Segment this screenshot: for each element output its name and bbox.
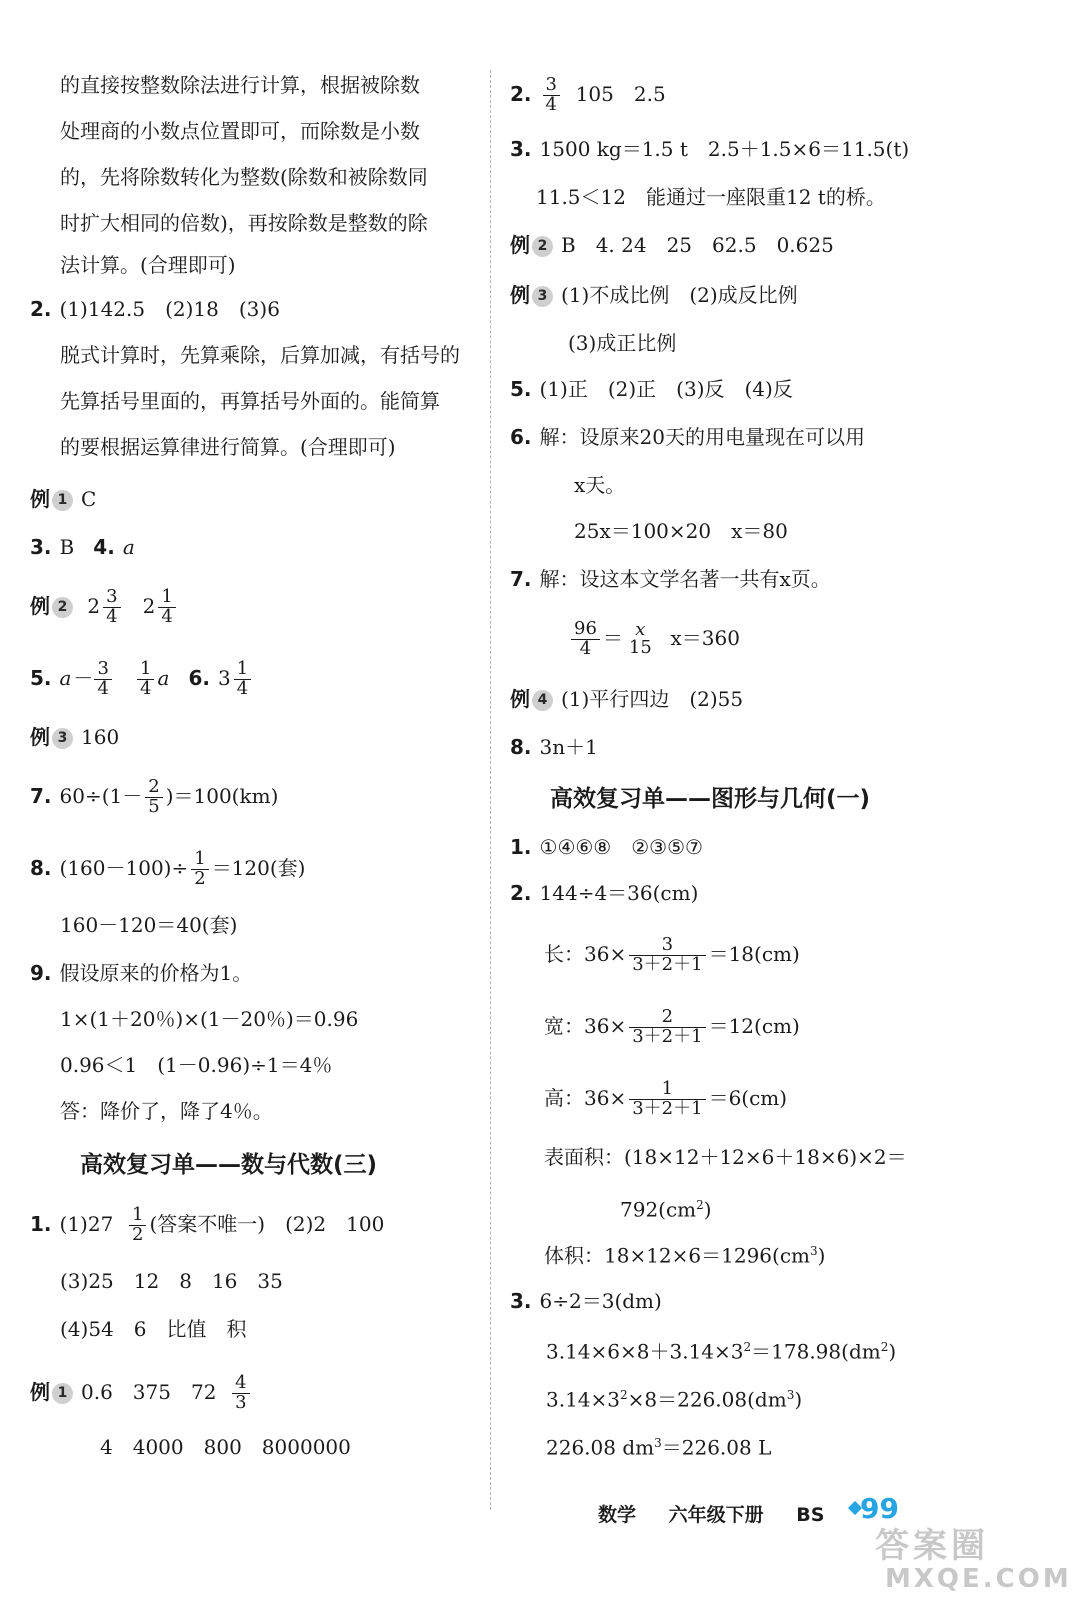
example-number-badge: 1 xyxy=(52,490,73,511)
question-number: 3. xyxy=(30,535,52,559)
left-column xyxy=(30,0,475,1600)
fraction: $\frac{4}{3}$ xyxy=(232,1374,249,1413)
example-label: 例 xyxy=(30,1379,50,1404)
edition-label: BS xyxy=(796,1504,825,1526)
fraction: $\frac{3}{4}$ xyxy=(103,588,120,627)
answer-text: 解：设这本文学名著一共有x页。 xyxy=(539,567,831,591)
question-number: 5. xyxy=(510,377,532,401)
example-3 xyxy=(30,722,119,752)
fraction: $\frac{1}{4}$ xyxy=(137,660,154,699)
text-line: (3)成正比例 xyxy=(568,331,677,355)
right-column xyxy=(510,0,1010,1600)
answer-8 xyxy=(510,732,598,762)
answer-text: (答案不唯一) (2)2 100 xyxy=(149,1211,385,1236)
question-number: 3. xyxy=(510,1289,532,1313)
expression-part: ＝120(套) xyxy=(211,855,306,880)
question-number: 6. xyxy=(510,425,532,449)
example-label: 例 xyxy=(30,593,50,618)
question-number: 1. xyxy=(510,835,532,859)
expression-part: 60÷(1－ xyxy=(59,783,143,808)
text-line: 答：降价了，降了4％。 xyxy=(60,1099,273,1123)
answer-9 xyxy=(30,958,252,988)
answer-5 xyxy=(510,374,793,404)
fraction: $\frac{1}{2}$ xyxy=(129,1206,146,1245)
whole-part: 2 xyxy=(142,593,156,618)
equation-line: $\frac{96}{4}$ ＝ x 15 x＝360 xyxy=(568,620,740,659)
surface-area-result: $792(cm^2)$ xyxy=(620,1197,712,1222)
calc-line: $3.14\times 6\times 8+3.14\times 3^2=178.98(dm^2)$ xyxy=(546,1339,897,1364)
example-number-badge: 3 xyxy=(52,728,73,749)
answer-7 xyxy=(510,564,831,594)
volume-line: 体积：$18\times 12\times 6=1296(cm^3)$ xyxy=(544,1243,826,1268)
example-1 xyxy=(30,484,96,514)
example-2 xyxy=(30,588,179,627)
answer-text: 1500 kg＝1.5 t 2.5＋1.5×6＝11.5(t) xyxy=(539,137,910,161)
text-line: 25x＝100×20 x＝80 xyxy=(574,519,788,543)
fraction: $\frac{3}{3+2+1}$ xyxy=(629,936,705,975)
review-answer-1 xyxy=(30,1206,384,1245)
example-3 xyxy=(510,280,798,310)
question-number: 7. xyxy=(30,783,52,808)
example-4 xyxy=(510,684,743,714)
answer-text: (1)正 (2)正 (3)反 (4)反 xyxy=(539,377,793,401)
geometry-answer-3 xyxy=(510,1286,662,1316)
text-line: 1×(1＋20％)×(1－20％)＝0.96 xyxy=(60,1007,359,1031)
section-title: 高效复习单——数与代数(三) xyxy=(80,1152,378,1178)
answer-text: a xyxy=(122,535,135,559)
fraction: $\frac{2}{5}$ xyxy=(145,778,162,817)
example-label: 例 xyxy=(510,283,530,307)
fraction: $\frac{96}{4}$ xyxy=(571,620,600,659)
column-divider xyxy=(490,70,491,1510)
answer-text: 144÷4＝36(cm) xyxy=(539,881,699,905)
geometry-answer-1 xyxy=(510,832,703,862)
watermark xyxy=(855,1518,1072,1596)
example-1-review xyxy=(30,1374,253,1413)
question-number: 2. xyxy=(30,297,52,321)
answer-text: (1)不成比例 (2)成反比例 xyxy=(561,283,798,307)
text-line: 11.5＜12 能通过一座限重12 t的桥。 xyxy=(536,185,886,209)
whole-part: 3 xyxy=(217,665,231,690)
answer-text: B xyxy=(59,535,75,559)
text-line: (4)54 6 比值 积 xyxy=(60,1317,247,1341)
question-number: 3. xyxy=(510,137,532,161)
answer-text: 105 2.5 xyxy=(575,81,666,106)
text-line: (3)25 12 8 16 35 xyxy=(60,1269,283,1293)
answer-text: 160 xyxy=(81,725,120,749)
fraction: $\frac{1}{2}$ xyxy=(191,850,208,889)
question-number: 7. xyxy=(510,567,532,591)
text-line: 0.96＜1 (1－0.96)÷1＝4％ xyxy=(60,1053,333,1077)
expression-part: 长：36× xyxy=(544,941,627,966)
question-number: 8. xyxy=(510,735,532,759)
example-number-badge: 1 xyxy=(52,1383,73,1404)
answer-text: 假设原来的价格为1。 xyxy=(59,961,253,985)
expression-part: )＝100(km) xyxy=(165,783,279,808)
expression-part: 宽：36× xyxy=(544,1013,627,1038)
watermark-url: MXQE.COM xyxy=(885,1564,1072,1594)
question-number: 5. xyxy=(30,665,52,690)
surface-area-line: 表面积：(18×12＋12×6＋18×6)×2＝ xyxy=(544,1145,907,1169)
answer-text: (1)平行四边 (2)55 xyxy=(561,687,744,711)
example-label: 例 xyxy=(510,233,530,257)
answer-text: 6÷2＝3(dm) xyxy=(539,1289,662,1313)
expression-part: ＝18(cm) xyxy=(708,941,800,966)
example-label: 例 xyxy=(30,487,50,511)
answer-text: 0.6 375 72 xyxy=(81,1379,217,1404)
whole-part: 2 xyxy=(87,593,101,618)
example-2 xyxy=(510,230,834,260)
question-number: 1. xyxy=(30,1211,52,1236)
question-number: 9. xyxy=(30,961,52,985)
answer-text: a－ xyxy=(59,665,92,690)
fraction: $\frac{2}{3+2+1}$ xyxy=(629,1008,705,1047)
expression-part: 高：36× xyxy=(544,1085,627,1110)
text-line: 的，先将除数转化为整数(除数和被除数同 xyxy=(60,165,428,189)
text-line: 的直接按整数除法进行计算，根据被除数 xyxy=(60,73,420,97)
expression-part: ＝6(cm) xyxy=(708,1085,788,1110)
fraction: $\frac{3}{4}$ xyxy=(94,660,111,699)
question-number: 6. xyxy=(188,665,210,690)
answer-text: x＝360 xyxy=(670,625,740,650)
example-number-badge: 2 xyxy=(532,236,553,257)
answer-text: C xyxy=(81,487,97,511)
subject-label: 数学 xyxy=(598,1504,637,1526)
text-line: 法计算。(合理即可) xyxy=(60,253,236,277)
text-line: 4 4000 800 8000000 xyxy=(100,1435,351,1459)
expression-part: (160－100)÷ xyxy=(59,855,189,880)
question-number: 8. xyxy=(30,855,52,880)
answers-3-4 xyxy=(30,532,135,562)
section-title: 高效复习单——图形与几何(一) xyxy=(550,786,871,812)
answer-6 xyxy=(510,422,865,452)
answer-8 xyxy=(30,850,305,889)
answer-text: 解：设原来20天的用电量现在可以用 xyxy=(539,425,865,449)
text-line: 160－120＝40(套) xyxy=(60,913,238,937)
grade-label: 六年级下册 xyxy=(668,1504,764,1526)
calc-line: $3.14\times 3^2\times 8=226.08(dm^3)$ xyxy=(546,1387,803,1412)
fraction: $\frac{1}{3+2+1}$ xyxy=(629,1080,705,1119)
calc-line: 226.08 $dm^3=226.08$ L xyxy=(546,1435,772,1460)
answer-text: (1)142.5 (2)18 (3)6 xyxy=(59,297,280,321)
expression-part: ＝12(cm) xyxy=(708,1013,800,1038)
fraction: $\frac{1}{4}$ xyxy=(158,588,175,627)
answer-text: 3n＋1 xyxy=(539,735,598,759)
answer-3 xyxy=(510,134,909,164)
text-line: 时扩大相同的倍数)，再按除数是整数的除 xyxy=(60,211,428,235)
text-line: 脱式计算时，先算乘除，后算加减，有括号的 xyxy=(60,343,460,367)
text-line: 的要根据运算律进行简算。(合理即可) xyxy=(60,435,396,459)
question-number: 2. xyxy=(510,81,532,106)
answer-7 xyxy=(30,778,278,817)
answer-text: ①④⑥⑧ ②③⑤⑦ xyxy=(539,835,703,859)
answer-text: (1)27 xyxy=(59,1211,114,1236)
fraction: $\frac{3}{4}$ xyxy=(543,76,560,115)
page-footer xyxy=(598,1500,850,1527)
height-line xyxy=(544,1080,787,1119)
example-label: 例 xyxy=(510,687,530,711)
text-line: 处理商的小数点位置即可，而除数是小数 xyxy=(60,119,420,143)
page-number: 99 xyxy=(860,1492,899,1525)
example-label: 例 xyxy=(30,725,50,749)
text-line: 先算括号里面的，再算括号外面的。能简算 xyxy=(60,389,440,413)
geometry-answer-2 xyxy=(510,878,698,908)
example-number-badge: 4 xyxy=(532,690,553,711)
example-number-badge: 3 xyxy=(532,286,553,307)
answers-5-6 xyxy=(30,660,254,699)
fraction: $\frac{1}{4}$ xyxy=(234,660,251,699)
answer-2 xyxy=(510,76,666,115)
answer-text: B 4. 24 25 62.5 0.625 xyxy=(561,233,834,257)
question-number: 4. xyxy=(93,535,115,559)
fraction: x 15 xyxy=(628,618,652,659)
example-number-badge: 2 xyxy=(52,597,73,618)
width-line xyxy=(544,1008,800,1047)
length-line xyxy=(544,936,800,975)
text-line: x天。 xyxy=(574,473,626,497)
watermark-text: 答案圈 xyxy=(875,1526,989,1566)
answer-text: a xyxy=(157,665,170,690)
question-number: 2. xyxy=(510,881,532,905)
answer-2 xyxy=(30,294,280,324)
